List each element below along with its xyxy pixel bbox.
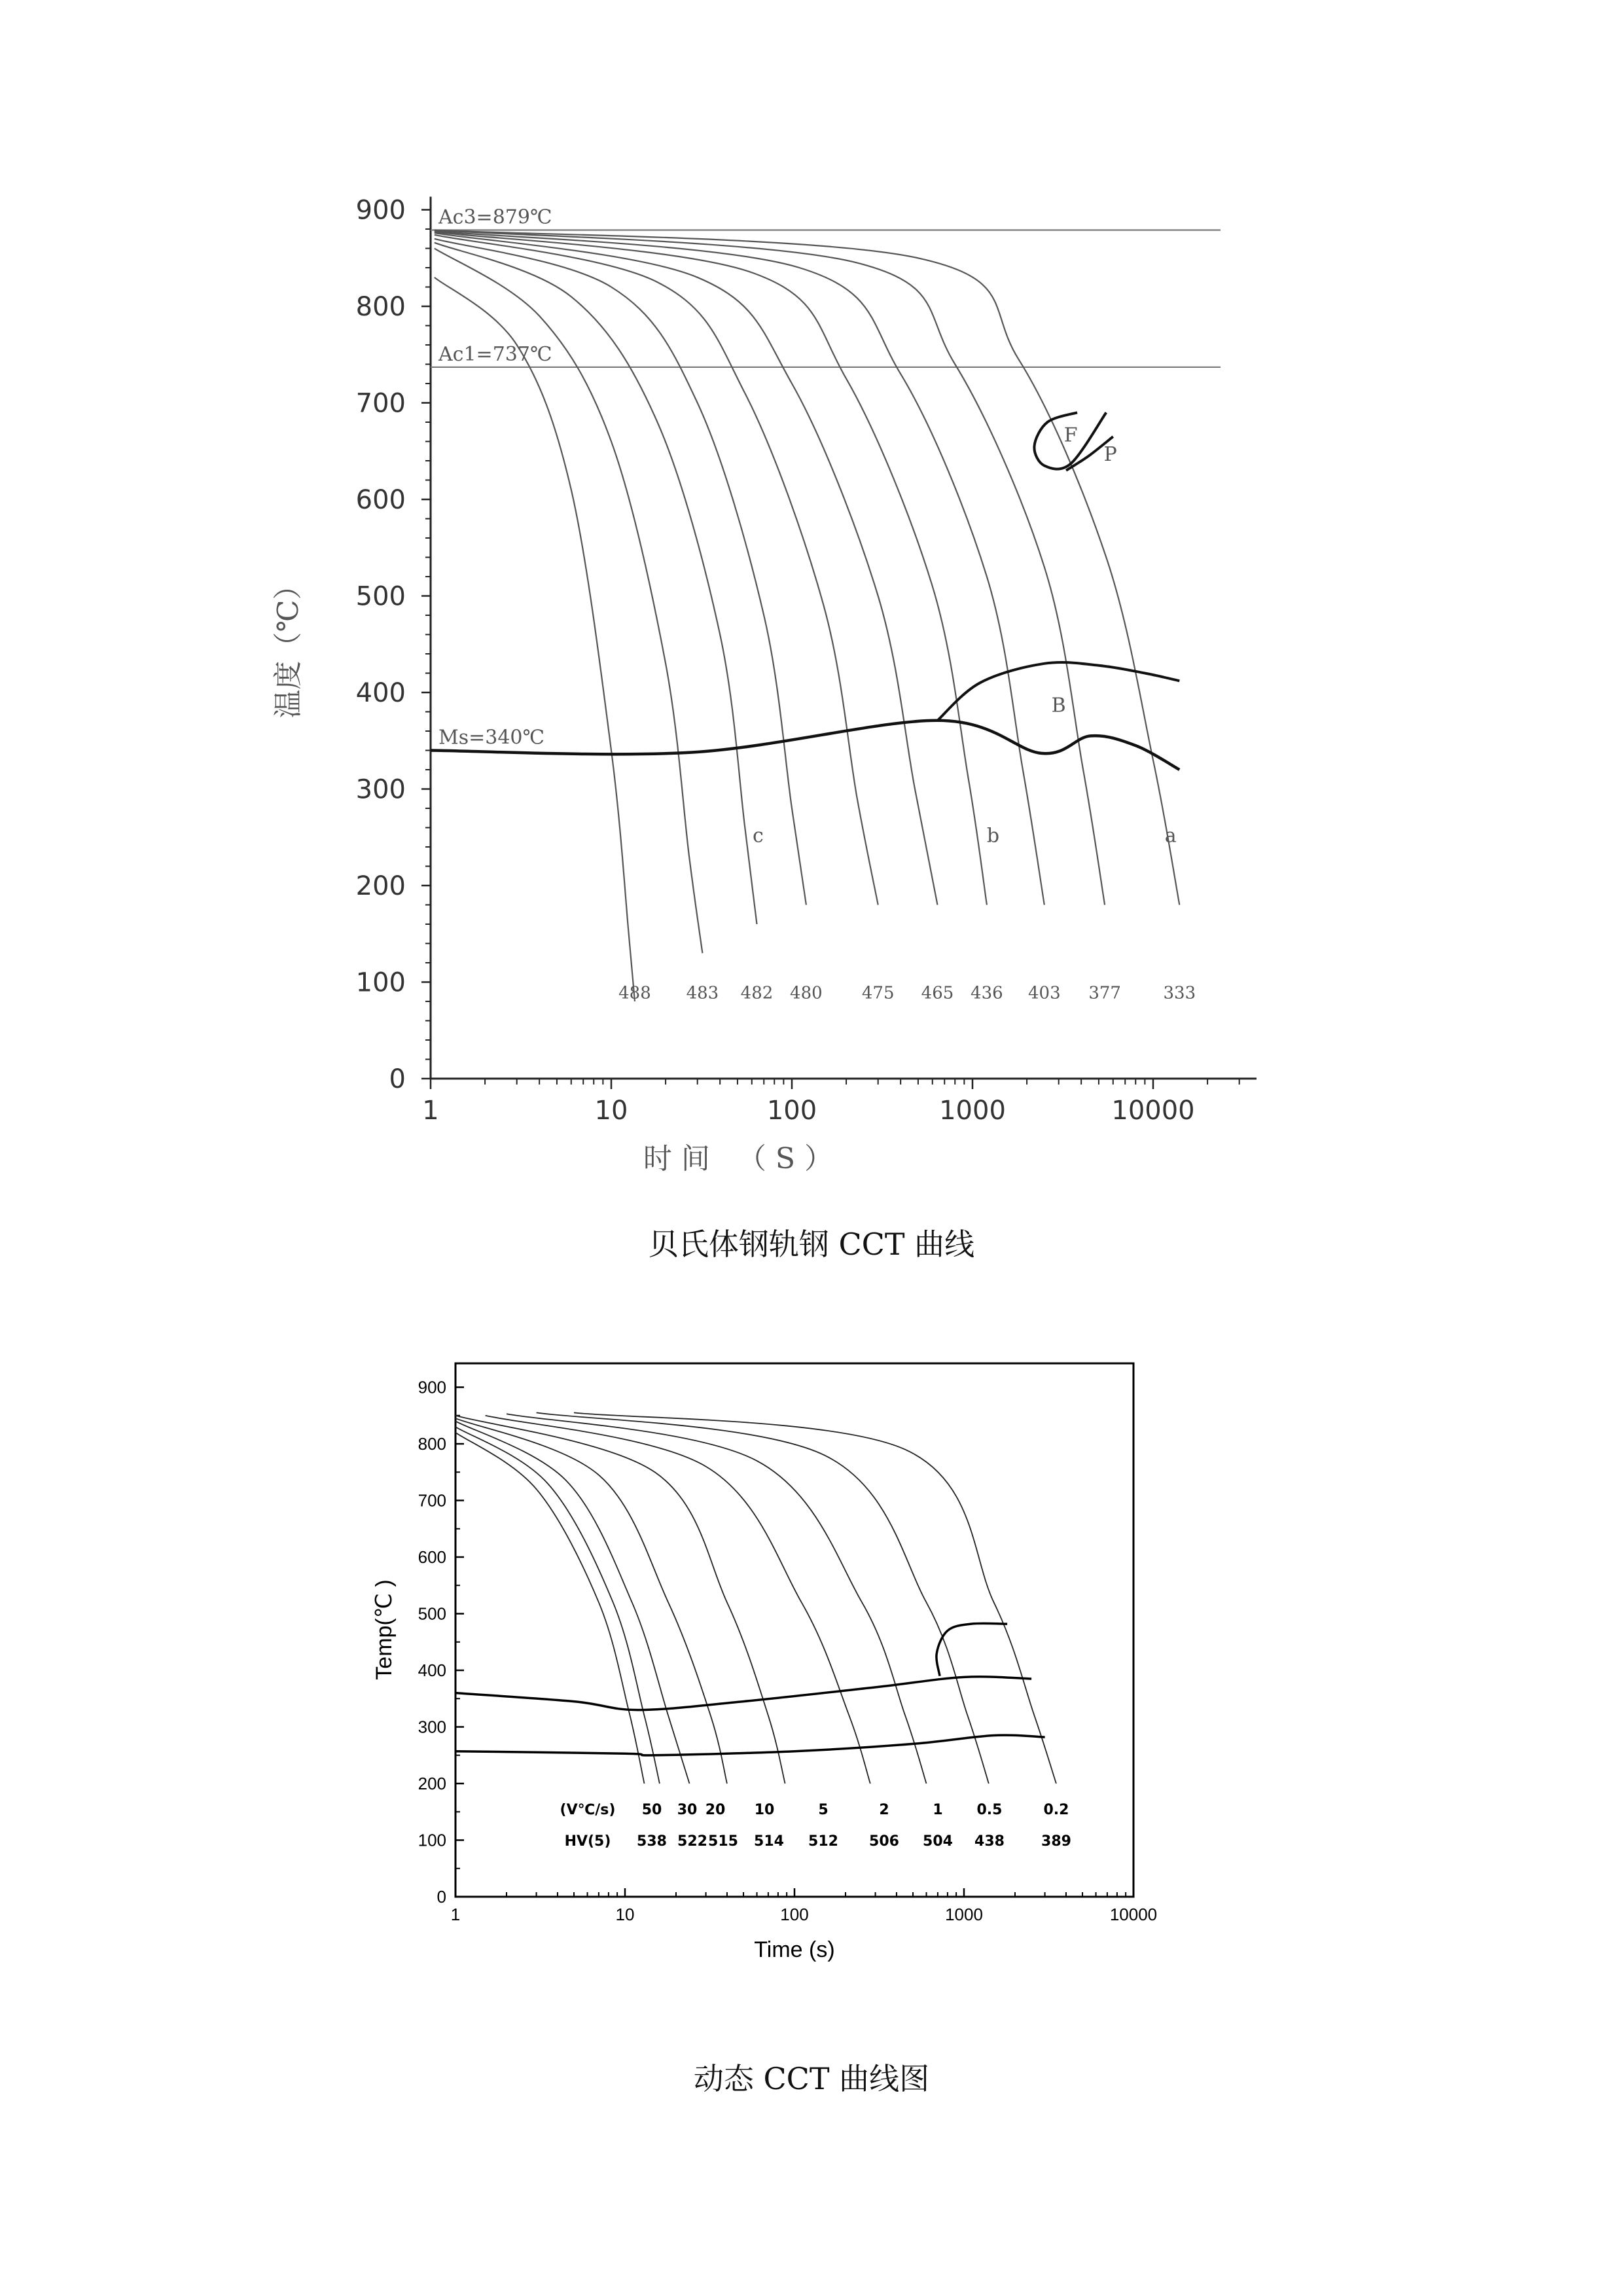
y-axis-label: Temp(℃ ) <box>372 1579 397 1680</box>
cooling-rate-label: 2 <box>879 1802 889 1818</box>
cooling-curve <box>455 1427 660 1784</box>
x-tick-label: 10000 <box>1111 1096 1195 1126</box>
region-label: B <box>1051 694 1066 717</box>
reference-label: Ac1=737℃ <box>438 342 552 366</box>
plot-frame <box>455 1363 1133 1897</box>
region-label: a <box>1164 824 1177 848</box>
x-tick-label: 1000 <box>945 1905 983 1924</box>
rate-row-label: (V℃/s) <box>560 1802 616 1818</box>
reference-label: Ms=340℃ <box>438 726 545 749</box>
reference-label: Ac3=879℃ <box>438 206 552 229</box>
cooling-rate-label: 20 <box>705 1802 726 1818</box>
cooling-rate-label: 0.5 <box>976 1802 1003 1818</box>
transformation-line <box>455 1677 1031 1710</box>
hardness-label: 483 <box>686 983 719 1003</box>
y-tick-label: 200 <box>355 871 406 901</box>
region-label: c <box>752 824 764 848</box>
hardness-label: 389 <box>1041 1833 1071 1850</box>
cooling-curve <box>455 1416 785 1784</box>
x-axis-label: 时间 （S） <box>643 1142 843 1175</box>
cooling-rate-label: 0.2 <box>1043 1802 1069 1818</box>
x-axis-label: Time (s) <box>754 1937 835 1962</box>
hardness-label: 465 <box>921 983 954 1003</box>
y-tick-label: 900 <box>355 195 406 226</box>
cooling-curve <box>537 1412 989 1784</box>
y-tick-label: 800 <box>355 292 406 322</box>
hardness-label: 333 <box>1163 983 1196 1003</box>
x-tick-label: 10 <box>615 1905 635 1924</box>
y-tick-label: 100 <box>418 1830 446 1850</box>
hardness-label: 480 <box>790 983 823 1003</box>
x-tick-label: 100 <box>780 1905 809 1924</box>
cooling-rate-label: 30 <box>677 1802 698 1818</box>
region-label: b <box>986 824 1000 848</box>
hardness-label: 504 <box>923 1833 953 1850</box>
y-tick-label: 800 <box>418 1434 446 1454</box>
region-label: F <box>1063 423 1078 447</box>
x-tick-label: 10 <box>594 1096 628 1126</box>
y-tick-label: 500 <box>418 1604 446 1624</box>
hardness-row-label: HV(5) <box>564 1833 611 1850</box>
y-tick-label: 500 <box>355 581 406 612</box>
y-tick-label: 400 <box>355 678 406 708</box>
hardness-label: 488 <box>618 983 651 1003</box>
x-tick-label: 10000 <box>1109 1905 1158 1924</box>
y-tick-label: 400 <box>418 1660 446 1680</box>
y-tick-label: 700 <box>418 1490 446 1511</box>
hardness-label: 436 <box>971 983 1003 1003</box>
hardness-label: 515 <box>708 1833 738 1850</box>
x-tick-label: 1000 <box>939 1096 1006 1126</box>
x-tick-label: 1 <box>422 1096 439 1126</box>
y-tick-label: 300 <box>418 1717 446 1737</box>
hardness-label: 512 <box>808 1833 838 1850</box>
cooling-rate-label: 10 <box>754 1802 775 1818</box>
chart-1-caption: 贝氏体钢轨钢 CCT 曲线 <box>648 1227 975 1262</box>
hardness-label: 482 <box>740 983 774 1003</box>
x-tick-label: 100 <box>766 1096 817 1126</box>
y-tick-label: 300 <box>355 774 406 805</box>
y-tick-label: 600 <box>355 485 406 515</box>
chart-2-caption: 动态 CCT 曲线图 <box>693 2061 930 2096</box>
region-label: P <box>1103 443 1117 466</box>
hardness-label: 475 <box>861 983 895 1003</box>
y-tick-label: 100 <box>355 967 406 998</box>
y-tick-label: 600 <box>418 1547 446 1567</box>
cooling-curve <box>574 1412 1056 1784</box>
transformation-line <box>455 1735 1045 1755</box>
hardness-label: 522 <box>677 1833 707 1850</box>
y-tick-label: 0 <box>389 1064 406 1094</box>
cooling-curve <box>507 1414 927 1784</box>
y-axis-label: 温度（℃） <box>272 571 305 719</box>
hardness-label: 438 <box>974 1833 1005 1850</box>
y-tick-label: 700 <box>355 388 406 419</box>
hardness-label: 538 <box>637 1833 667 1850</box>
hardness-label: 514 <box>754 1833 784 1850</box>
cooling-curve <box>486 1416 870 1784</box>
cooling-rate-label: 5 <box>818 1802 829 1818</box>
chart-2-plot <box>455 1363 1133 1897</box>
cooling-rate-label: 50 <box>641 1802 662 1818</box>
cooling-curve <box>455 1418 727 1784</box>
hardness-label: 377 <box>1088 983 1121 1003</box>
y-tick-label: 0 <box>437 1887 446 1907</box>
cooling-curve <box>455 1421 690 1784</box>
cooling-rate-label: 1 <box>933 1802 943 1818</box>
x-tick-label: 1 <box>450 1905 461 1924</box>
y-tick-label: 200 <box>418 1774 446 1793</box>
hardness-label: 403 <box>1028 983 1061 1003</box>
y-tick-label: 900 <box>418 1377 446 1397</box>
hardness-label: 506 <box>869 1833 899 1850</box>
